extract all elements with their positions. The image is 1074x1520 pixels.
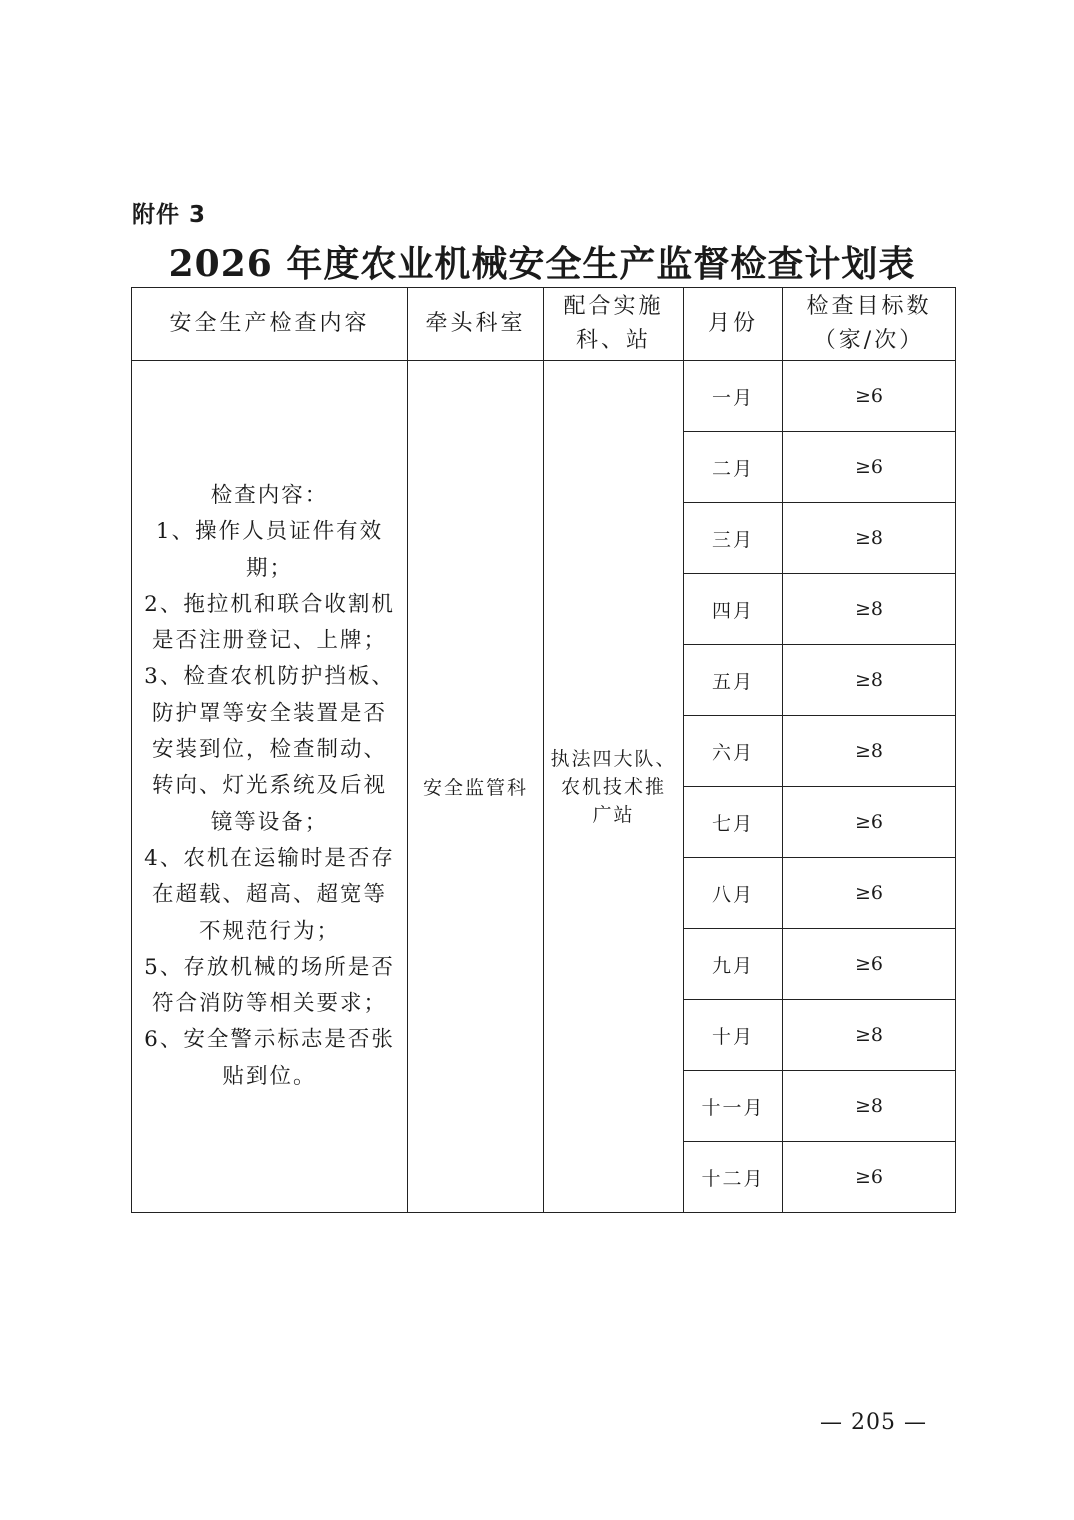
page-number: — 205 — <box>820 1410 927 1435</box>
content-line: 贴到位。 <box>222 1063 317 1089</box>
coop-line: 农机技术推 <box>560 775 666 798</box>
target-cell: ≥6 <box>783 432 956 503</box>
target-cell: ≥8 <box>783 503 956 574</box>
month-cell: 七月 <box>684 787 783 858</box>
month-cell: 二月 <box>684 432 783 503</box>
content-line: 5、存放机械的场所是否 <box>144 954 395 980</box>
content-line: 6、安全警示标志是否张 <box>144 1027 395 1053</box>
content-line: 是否注册登记、上牌； <box>151 628 387 654</box>
header-lead-department: 牵头科室 <box>408 288 544 361</box>
header-coop-line-2: 科、站 <box>575 328 651 353</box>
content-line: 符合消防等相关要求； <box>151 991 387 1017</box>
target-cell: ≥6 <box>783 361 956 432</box>
content-line: 4、农机在运输时是否存 <box>144 845 395 871</box>
content-line: 检查内容： <box>210 482 329 508</box>
target-cell: ≥6 <box>783 1142 956 1213</box>
document-title: 2026 年度农业机械安全生产监督检查计划表 <box>168 243 916 285</box>
header-month: 月份 <box>684 288 783 361</box>
coop-line: 执法四大队、 <box>550 747 677 770</box>
target-cell: ≥8 <box>783 645 956 716</box>
cooperating-units-cell <box>544 361 684 1213</box>
inspection-plan-table <box>131 287 956 1213</box>
month-cell: 十月 <box>684 1000 783 1071</box>
target-cell: ≥8 <box>783 716 956 787</box>
target-cell: ≥8 <box>783 1000 956 1071</box>
month-cell: 八月 <box>684 858 783 929</box>
target-cell: ≥8 <box>783 1071 956 1142</box>
header-content: 安全生产检查内容 <box>132 288 408 361</box>
inspection-content-cell <box>132 361 408 1213</box>
target-cell: ≥6 <box>783 787 956 858</box>
content-line: 3、检查农机防护挡板、 <box>144 664 395 690</box>
header-target <box>783 288 956 361</box>
month-cell: 四月 <box>684 574 783 645</box>
target-cell: ≥6 <box>783 929 956 1000</box>
coop-line: 广站 <box>592 803 635 826</box>
lead-department-cell: 安全监管科 <box>408 361 544 1213</box>
month-cell: 三月 <box>684 503 783 574</box>
month-cell: 九月 <box>684 929 783 1000</box>
content-line: 镜等设备； <box>210 809 329 835</box>
month-cell: 五月 <box>684 645 783 716</box>
month-cell: 十一月 <box>684 1071 783 1142</box>
header-target-line-2: （家/次） <box>813 328 925 353</box>
content-line: 在超载、超高、超宽等 <box>151 882 387 908</box>
month-cell: 一月 <box>684 361 783 432</box>
content-line: 期； <box>245 555 293 581</box>
target-cell: ≥6 <box>783 858 956 929</box>
content-line: 2、拖拉机和联合收割机 <box>144 591 395 617</box>
header-target-line-1: 检查目标数 <box>806 294 932 319</box>
month-cell: 十二月 <box>684 1142 783 1213</box>
attachment-label: 附件 3 <box>132 202 207 228</box>
content-line: 防护罩等安全装置是否 <box>151 700 387 726</box>
month-cell: 六月 <box>684 716 783 787</box>
table-row <box>132 361 956 432</box>
content-line: 转向、灯光系统及后视 <box>151 773 387 799</box>
content-line: 不规范行为； <box>198 918 340 944</box>
target-cell: ≥8 <box>783 574 956 645</box>
content-line: 1、操作人员证件有效 <box>155 519 384 545</box>
header-cooperating-units <box>544 288 684 361</box>
header-coop-line-1: 配合实施 <box>563 294 664 319</box>
table-header-row <box>132 288 956 361</box>
content-line: 安装到位，检查制动、 <box>151 737 387 763</box>
